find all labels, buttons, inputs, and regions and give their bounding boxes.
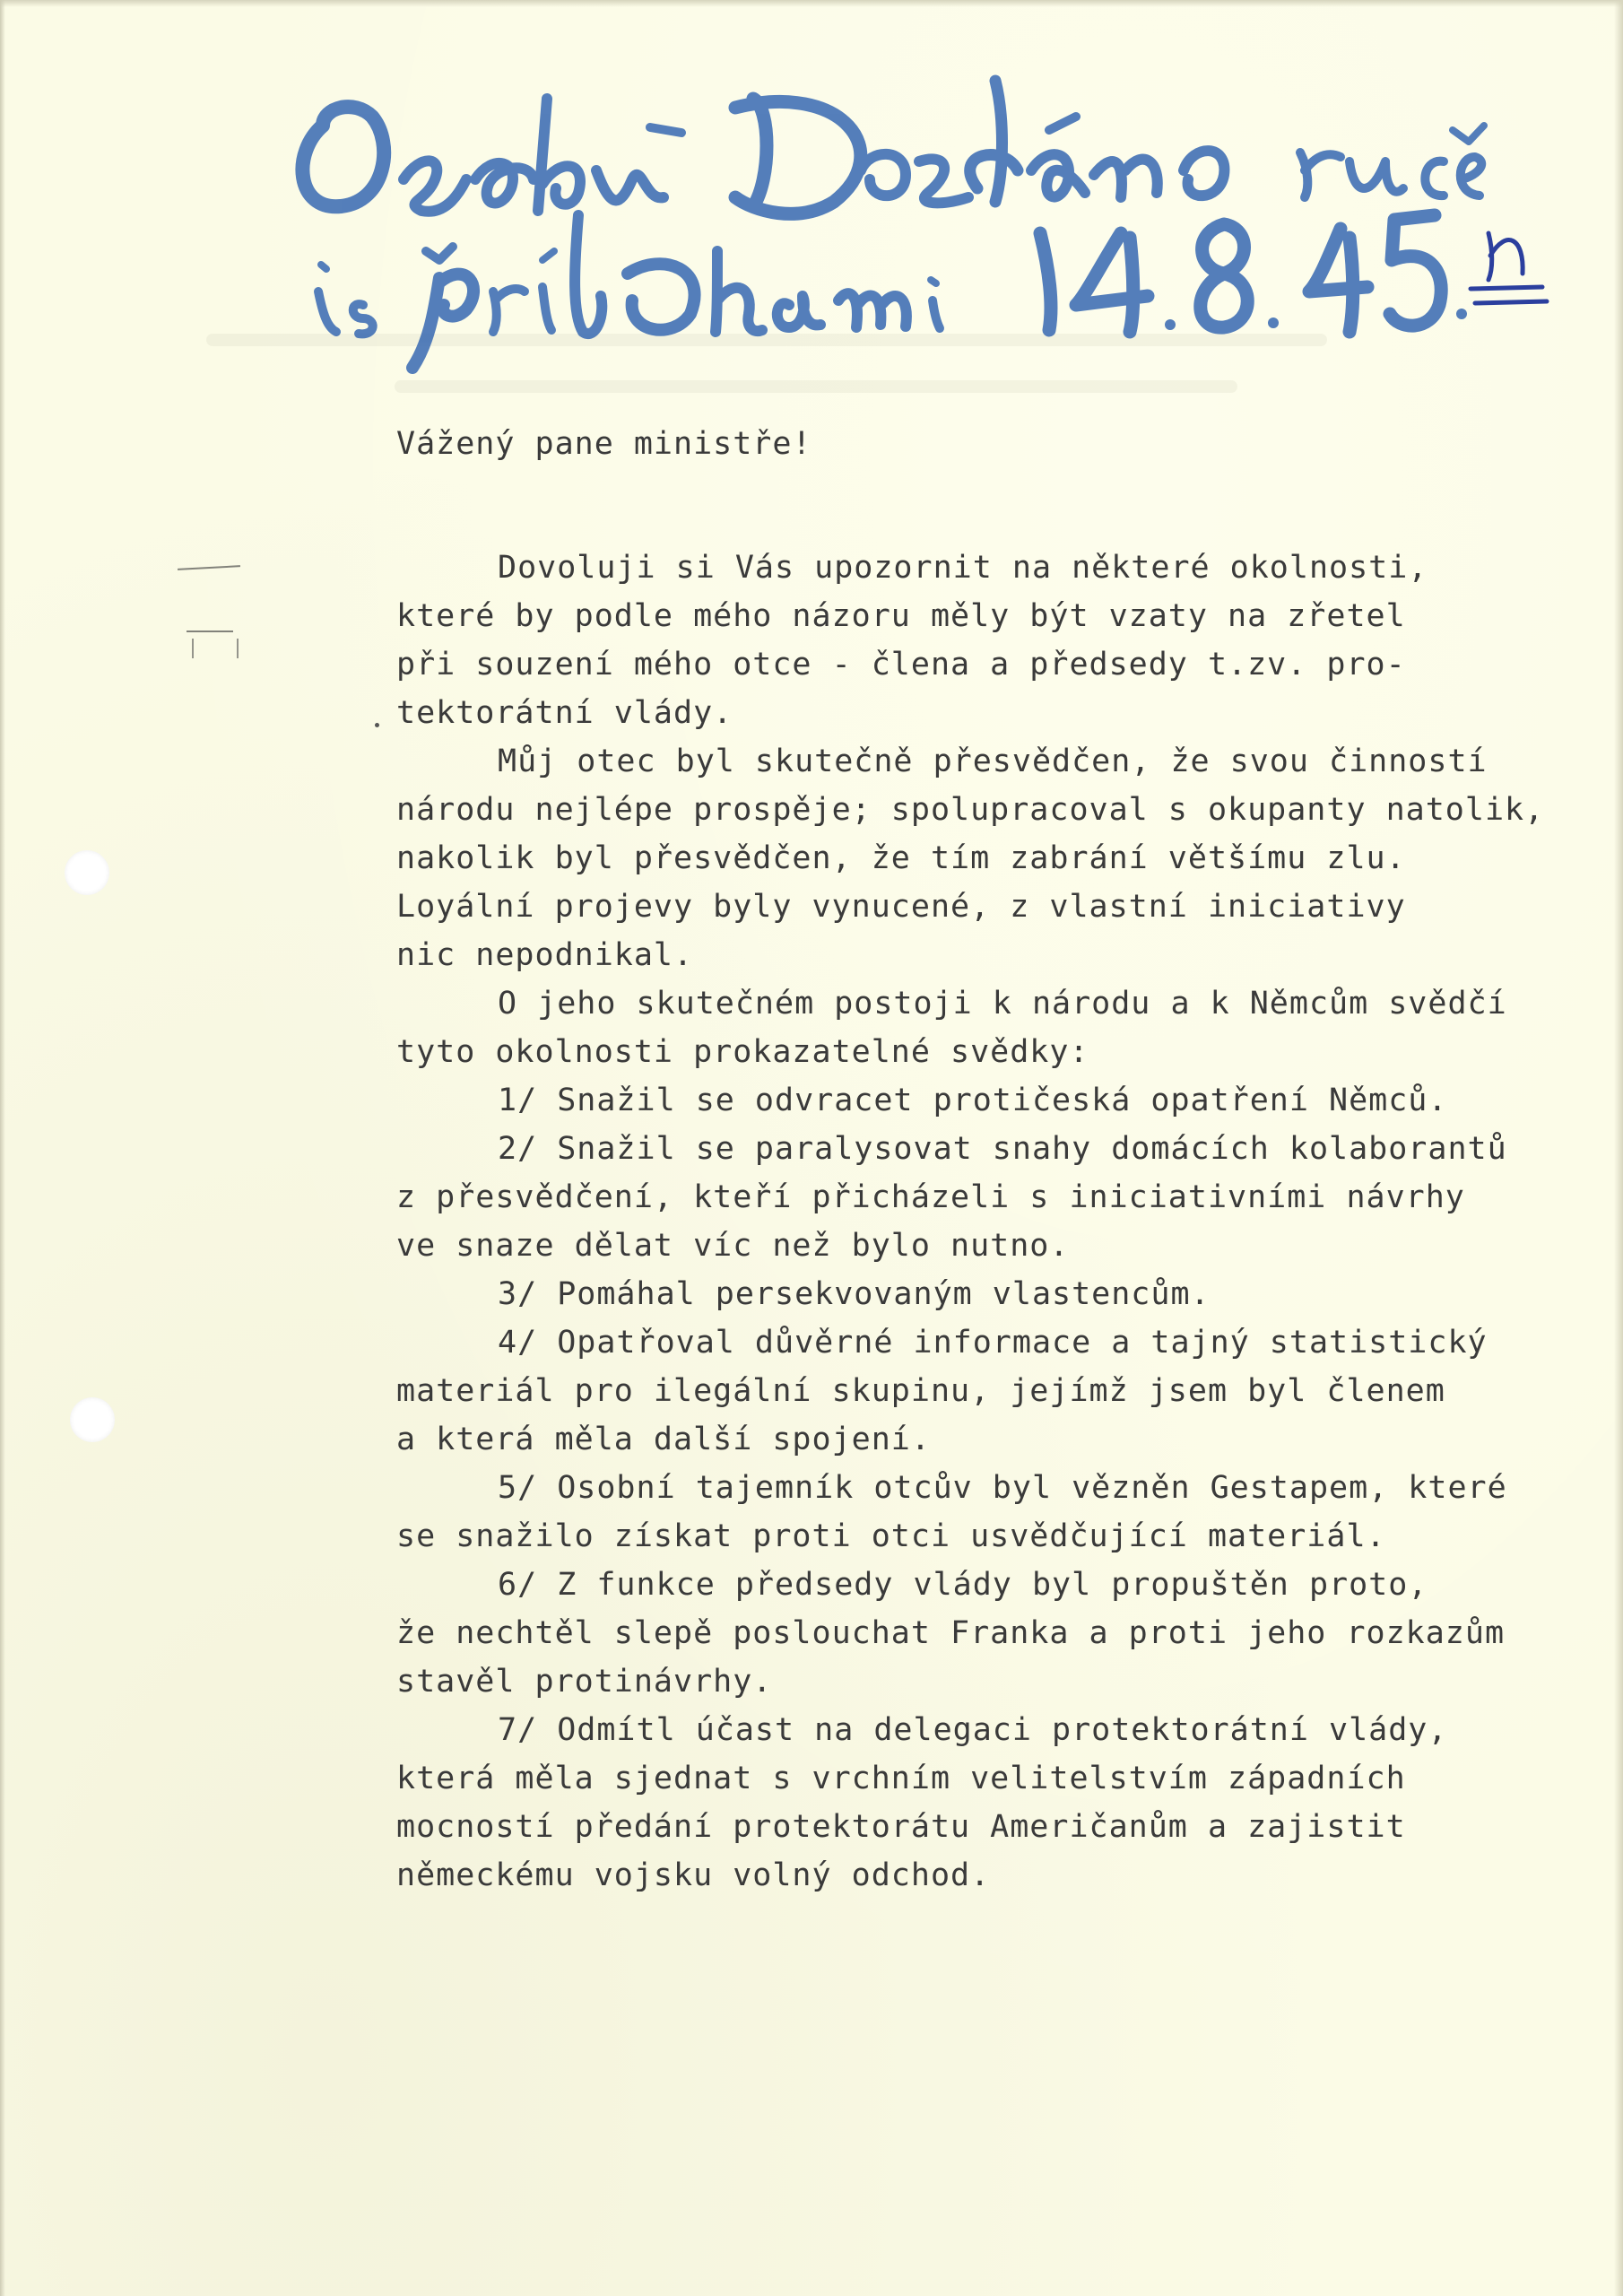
letter-line: 1/ Snažil se odvracet protičeská opatření Němců. [498,1083,1448,1118]
letter-line: při souzení mého otce - člena a předsedy t.zv. pro- [396,647,1406,683]
margin-tick [192,639,194,658]
letter-line: ve snaze dělat víc než bylo nutno. [396,1228,1070,1264]
letter-line: tyto okolnosti prokazatelné svědky: [396,1034,1089,1070]
letter-line: stavěl protinávrhy. [396,1664,773,1700]
letter-line: mocností předání protektorátu Američanům a zajistit [396,1809,1406,1845]
margin-tick [237,639,239,658]
paper-edge-top [0,0,1623,7]
faded-show-through [395,380,1237,393]
letter-line: 2/ Snažil se paralysovat snahy domácích kolaborantů [498,1131,1507,1167]
punch-hole-upper [65,850,109,895]
letter-body [396,420,1562,1900]
salutation: Vážený pane ministře! [396,426,812,462]
letter-line: Dovoluji si Vás upozornit na některé okolnosti, [498,550,1428,586]
paper-edge-right [1614,0,1623,2296]
margin-dot [375,723,379,727]
letter-line: O jeho skutečném postoji k národu a k Němcům svědčí [498,986,1507,1022]
letter-line: 6/ Z funkce předsedy vlády byl propuštěn proto, [498,1567,1428,1603]
handwritten-annotation [287,45,1542,350]
handwritten-annotation-drawing [287,45,1542,350]
letter-line: německému vojsku volný odchod. [396,1857,991,1893]
margin-mark [178,565,240,570]
letter-line: která měla sjednat s vrchním velitelstvím západních [396,1761,1406,1796]
letter-line: že nechtěl slepě poslouchat Franka a proti jeho rozkazům [396,1615,1506,1651]
letter-line: 4/ Opatřoval důvěrné informace a tajný statistický [498,1325,1488,1361]
letter-line: Můj otec byl skutečně přesvědčen, že svou činností [498,744,1488,779]
letter-line: nakolik byl přesvědčen, že tím zabrání většímu zlu. [396,840,1406,876]
paper-edge-left [0,0,5,2296]
margin-mark [187,631,233,632]
letter-line: 7/ Odmítl účast na delegaci protektorátní vlády, [498,1712,1448,1748]
letter-line: se snažilo získat proti otci usvědčující materiál. [396,1518,1386,1554]
letter-line: nic nepodnikal. [396,937,694,973]
punch-hole-lower [70,1397,115,1442]
letter-line: které by podle mého názoru měly být vzaty na zřetel [396,598,1406,634]
letter-line: a která měla další spojení. [396,1422,931,1457]
letter-line: materiál pro ilegální skupinu, jejímž jsem byl členem [396,1373,1445,1409]
letter-line: Loyální projevy byly vynucené, z vlastní iniciativy [396,889,1406,925]
letter-line: 3/ Pomáhal persekvovaným vlastencům. [498,1276,1211,1312]
letter-line: z přesvědčení, kteří přicházeli s iniciativními návrhy [396,1179,1465,1215]
letter-line: 5/ Osobní tajemník otcův byl vězněn Gestapem, které [498,1470,1507,1506]
letter-paragraphs [396,544,1562,1900]
letter-line: tektorátní vlády. [396,695,733,731]
letter-line: národu nejlépe prospěje; spolupracoval s okupanty natolik, [396,792,1545,828]
